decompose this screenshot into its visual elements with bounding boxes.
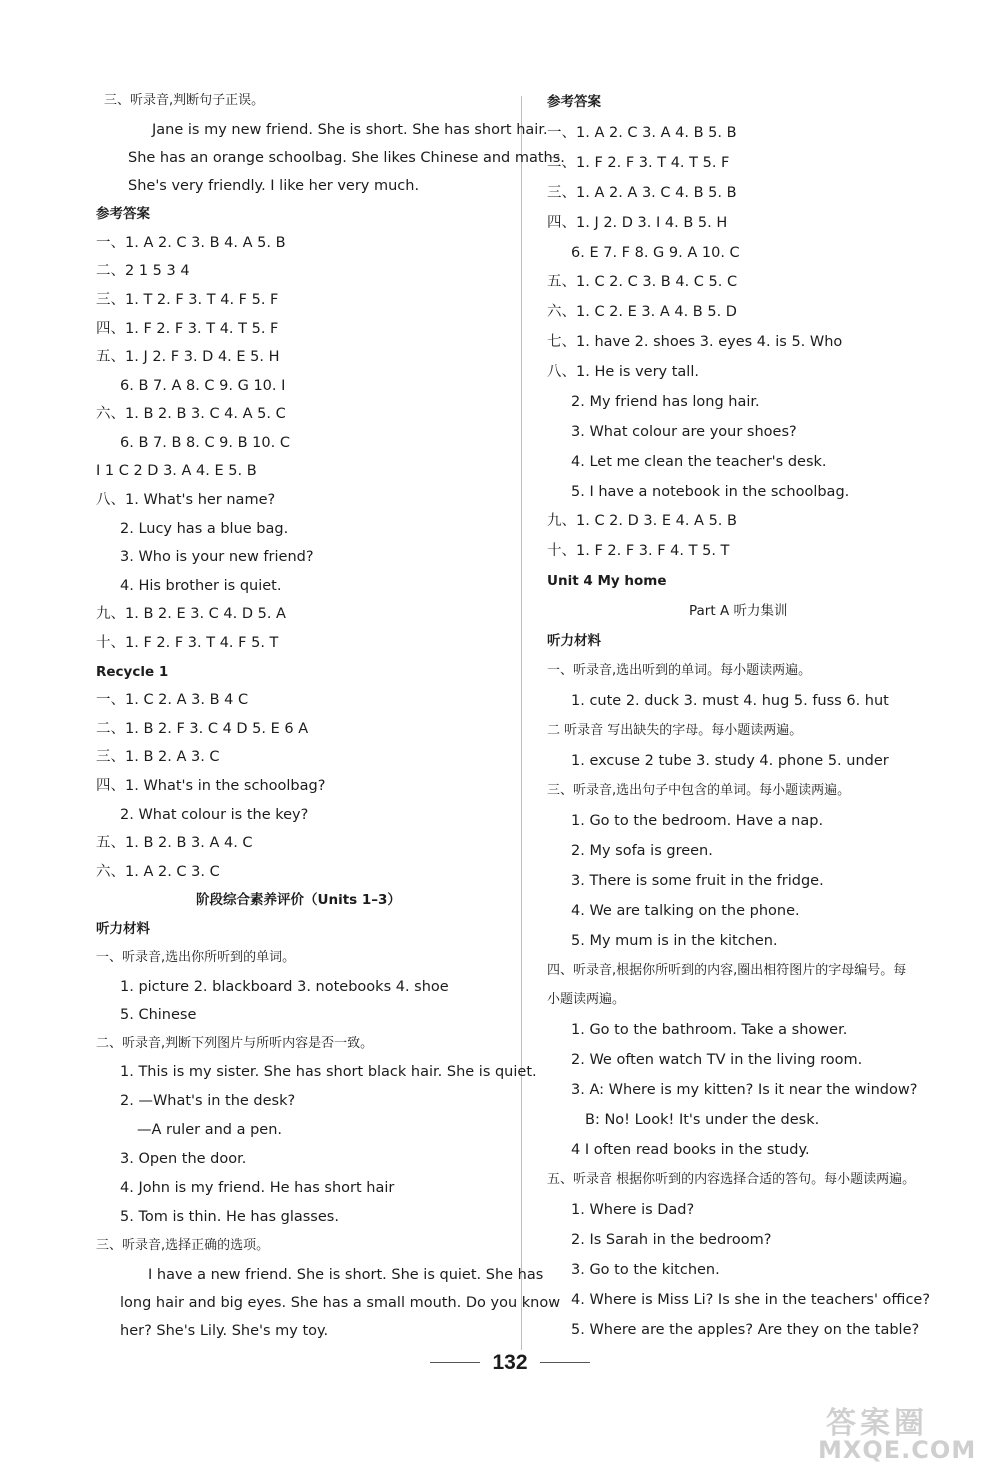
- material-line: 1. picture 2. blackboard 3. notebooks 4. shoe: [120, 979, 449, 995]
- answer-line: 四、1. J 2. D 3. I 4. B 5. H: [547, 215, 728, 231]
- answer-line: 一、1. A 2. C 3. B 4. A 5. B: [96, 235, 286, 251]
- watermark-text-top: 答案圈: [826, 1406, 928, 1441]
- material-line: 5. Tom is thin. He has glasses.: [120, 1209, 339, 1225]
- answer-line: 一、1. C 2. A 3. B 4 C: [96, 692, 249, 708]
- answer-key-heading: 参考答案: [547, 94, 601, 110]
- passage-line: She's very friendly. I like her very much.: [128, 178, 420, 194]
- answer-line: 二、1. B 2. F 3. C 4 D 5. E 6 A: [96, 721, 309, 737]
- assessment-title: 阶段综合素养评价（Units 1–3）: [196, 892, 401, 908]
- instruction-line: 一、听录音,选出听到的单词。每小题读两遍。: [547, 663, 812, 678]
- answer-line: 3. Who is your new friend?: [120, 549, 314, 565]
- listening-materials-heading: 听力材料: [547, 633, 601, 649]
- material-line: 2. Is Sarah in the bedroom?: [571, 1232, 772, 1248]
- material-line: 4. We are talking on the phone.: [571, 903, 800, 919]
- answer-line: 4. Let me clean the teacher's desk.: [571, 454, 827, 470]
- page-number: 132: [492, 1351, 528, 1374]
- watermark-logo: [808, 1398, 998, 1464]
- material-line: —A ruler and a pen.: [137, 1122, 283, 1138]
- instruction-line: 二、听录音,判断下列图片与所听内容是否一致。: [96, 1036, 374, 1051]
- section-heading: 三、听录音,判断句子正误。: [104, 93, 265, 108]
- answer-line: 6. B 7. A 8. C 9. G 10. I: [120, 378, 286, 394]
- material-line: 5. Where are the apples? Are they on the table?: [571, 1322, 920, 1338]
- page-number-rule-right: [540, 1362, 590, 1363]
- answer-line: 三、1. A 2. A 3. C 4. B 5. B: [547, 185, 737, 201]
- part-heading: Part A 听力集训: [689, 603, 788, 619]
- answer-line: 十、1. F 2. F 3. T 4. F 5. T: [96, 635, 279, 651]
- passage-line: her? She's Lily. She's my toy.: [120, 1323, 329, 1339]
- material-line: 2. —What's in the desk?: [120, 1093, 296, 1109]
- unit-heading: Unit 4 My home: [547, 573, 667, 589]
- answer-line: 四、1. F 2. F 3. T 4. T 5. F: [96, 321, 279, 337]
- answer-line: 九、1. C 2. D 3. E 4. A 5. B: [547, 513, 737, 529]
- material-line: 3. There is some fruit in the fridge.: [571, 873, 824, 889]
- answer-line: 六、1. B 2. B 3. C 4. A 5. C: [96, 406, 286, 422]
- answer-line: 九、1. B 2. E 3. C 4. D 5. A: [96, 606, 286, 622]
- material-line: B: No! Look! It's under the desk.: [585, 1112, 820, 1128]
- answer-key-heading: 参考答案: [96, 206, 150, 222]
- column-divider: [521, 96, 522, 1350]
- material-line: 4. Where is Miss Li? Is she in the teachers' office?: [571, 1292, 931, 1308]
- answer-line: 五、1. C 2. C 3. B 4. C 5. C: [547, 274, 738, 290]
- material-line: 2. My sofa is green.: [571, 843, 713, 859]
- answer-line: 三、1. B 2. A 3. C: [96, 749, 220, 765]
- answer-line: 三、1. T 2. F 3. T 4. F 5. F: [96, 292, 279, 308]
- answer-line: 一、1. A 2. C 3. A 4. B 5. B: [547, 125, 737, 141]
- material-line: 1. Go to the bathroom. Take a shower.: [571, 1022, 848, 1038]
- answer-line: 六、1. A 2. C 3. C: [96, 864, 220, 880]
- instruction-line: 二 听录音 写出缺失的字母。每小题读两遍。: [547, 723, 803, 738]
- answer-line: 八、1. He is very tall.: [547, 364, 699, 380]
- material-line: 4. John is my friend. He has short hair: [120, 1180, 395, 1196]
- material-line: 3. A: Where is my kitten? Is it near the window?: [571, 1082, 918, 1098]
- answer-line: 八、1. What's her name?: [96, 492, 276, 508]
- answer-line: 6. B 7. B 8. C 9. B 10. C: [120, 435, 290, 451]
- instruction-line: 一、听录音,选出你所听到的单词。: [96, 950, 296, 965]
- watermark-text-bottom: MXQE.COM: [818, 1436, 977, 1464]
- material-line: 1. Where is Dad?: [571, 1202, 695, 1218]
- material-line: 1. This is my sister. She has short black hair. She is quiet.: [120, 1064, 537, 1080]
- material-line: 3. Go to the kitchen.: [571, 1262, 720, 1278]
- material-line: 2. We often watch TV in the living room.: [571, 1052, 863, 1068]
- instruction-line: 四、听录音,根据你所听到的内容,圈出相符图片的字母编号。每: [547, 963, 907, 978]
- answer-line: I 1 C 2 D 3. A 4. E 5. B: [96, 463, 257, 479]
- instruction-line: 三、听录音,选择正确的选项。: [96, 1238, 270, 1253]
- answer-line: 五、1. J 2. F 3. D 4. E 5. H: [96, 349, 280, 365]
- recycle-heading: Recycle 1: [96, 664, 169, 680]
- answer-line: 十、1. F 2. F 3. F 4. T 5. T: [547, 543, 730, 559]
- answer-line: 六、1. C 2. E 3. A 4. B 5. D: [547, 304, 737, 320]
- page-number-rule-left: [430, 1362, 480, 1363]
- material-line: 1. excuse 2 tube 3. study 4. phone 5. under: [571, 753, 889, 769]
- listening-materials-heading: 听力材料: [96, 921, 150, 937]
- instruction-line: 五、听录音 根据你听到的内容选择合适的答句。每小题读两遍。: [547, 1172, 916, 1187]
- answer-line: 5. I have a notebook in the schoolbag.: [571, 484, 850, 500]
- passage-line: I have a new friend. She is short. She is quiet. She has: [148, 1267, 544, 1283]
- material-line: 1. cute 2. duck 3. must 4. hug 5. fuss 6. hut: [571, 693, 889, 709]
- answer-line: 五、1. B 2. B 3. A 4. C: [96, 835, 253, 851]
- answer-line: 二、1. F 2. F 3. T 4. T 5. F: [547, 155, 730, 171]
- material-line: 1. Go to the bedroom. Have a nap.: [571, 813, 824, 829]
- answer-line: 3. What colour are your shoes?: [571, 424, 797, 440]
- passage-line: Jane is my new friend. She is short. She has short hair.: [152, 122, 548, 138]
- answer-line: 七、1. have 2. shoes 3. eyes 4. is 5. Who: [547, 334, 843, 350]
- answer-line: 2. What colour is the key?: [120, 807, 309, 823]
- material-line: 5. Chinese: [120, 1007, 197, 1023]
- instruction-line: 小题读两遍。: [547, 992, 626, 1007]
- instruction-line: 三、听录音,选出句子中包含的单词。每小题读两遍。: [547, 783, 851, 798]
- answer-line: 6. E 7. F 8. G 9. A 10. C: [571, 245, 740, 261]
- passage-line: long hair and big eyes. She has a small mouth. Do you know: [120, 1295, 561, 1311]
- material-line: 5. My mum is in the kitchen.: [571, 933, 778, 949]
- answer-line: 2. Lucy has a blue bag.: [120, 521, 289, 537]
- answer-line: 4. His brother is quiet.: [120, 578, 282, 594]
- material-line: 4 I often read books in the study.: [571, 1142, 810, 1158]
- answer-line: 四、1. What's in the schoolbag?: [96, 778, 326, 794]
- answer-line: 2. My friend has long hair.: [571, 394, 760, 410]
- material-line: 3. Open the door.: [120, 1151, 247, 1167]
- answer-line: 二、2 1 5 3 4: [96, 263, 190, 279]
- passage-line: She has an orange schoolbag. She likes Chinese and maths.: [128, 150, 565, 166]
